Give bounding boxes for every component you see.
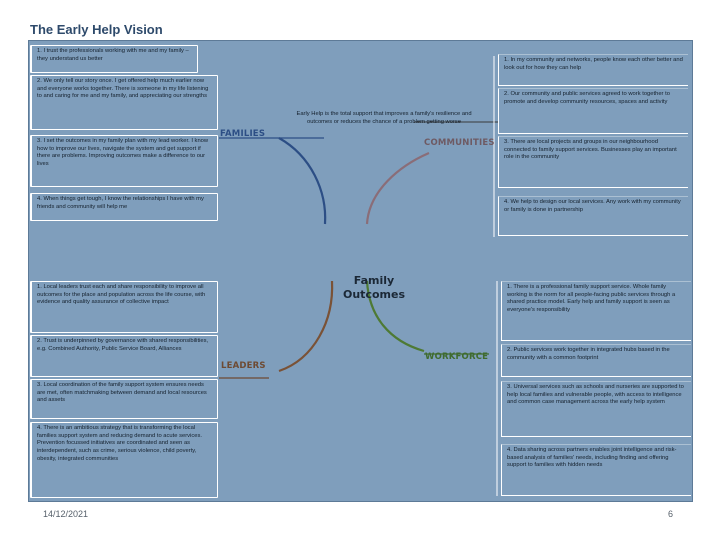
families-outcome-3: 3. I set the outcomes in my family plan with my lead worker. I know how to improve our lives, navigate the system and get support if there are problems. Improving outcomes make a difference to our lives — [30, 135, 218, 187]
communities-label: COMMUNITIES — [424, 138, 495, 148]
family-outcomes-line-2: Outcomes — [343, 288, 405, 302]
communities-curve — [367, 153, 429, 224]
leaders-label: LEADERS — [221, 361, 266, 371]
communities-outcome-1: 1. In my community and networks, people know each other better and look out for how they can help — [498, 54, 688, 86]
early-help-definition: Early Help is the total support that improves a family's resilience and outcomes or reduces the chance of a problem getting worse — [296, 111, 472, 125]
workforce-outcome-2: 2. Public services work together in integrated hubs based in the community with a common footprint — [501, 344, 691, 377]
leaders-outcome-2: 2. Trust is underpinned by governance with shared responsibilities, e.g. Combined Authority, Public Service Board, Alliances — [30, 335, 218, 377]
family-outcomes-line-1: Family — [353, 274, 395, 287]
workforce-outcome-1: 1. There is a professional family support service. Whole family working is the norm for all people-facing public services through a shared practice model. Early help and family support is seen as everyone's responsibility — [501, 281, 691, 341]
footer-date: 14/12/2021 — [43, 509, 89, 519]
families-label: FAMILIES — [220, 129, 266, 139]
communities-outcome-4: 4. We help to design our local services. Any work with my community or family is done in partnership — [498, 196, 688, 236]
leaders-curve — [279, 281, 332, 371]
vision-board — [28, 40, 693, 502]
page-number: 6 — [668, 509, 674, 519]
communities-outcome-3: 3. There are local projects and groups in our neighbourhood connected to family support services. Businesses play an important role in the community — [498, 136, 688, 188]
workforce-outcome-3: 3. Universal services such as schools and nurseries are supported to help local families and vulnerable people, with access to intelligence and common case management across the early help system — [501, 381, 691, 437]
families-curve — [279, 138, 325, 224]
families-outcome-1: 1. I trust the professionals working with me and my family – they understand us better — [30, 45, 198, 73]
leaders-outcome-3: 3. Local coordination of the family support system ensures needs are met, often matchmaking between demand and local resources and assets — [30, 379, 218, 419]
family-outcomes-title — [329, 274, 419, 303]
communities-outcome-2: 2. Our community and public services agreed to work together to promote and develop community resources, spaces and activity — [498, 88, 688, 134]
families-outcome-4: 4. When things get tough, I know the relationships I have with my friends and community will help me — [30, 193, 218, 221]
workforce-label: WORKFORCE — [425, 352, 489, 362]
leaders-outcome-1: 1. Local leaders trust each and share responsibility to improve all outcomes for the place and population across the life course, with evidence and quality assurance of collective impact — [30, 281, 218, 333]
slide-title: The Early Help Vision — [30, 22, 163, 37]
leaders-outcome-4: 4. There is an ambitious strategy that is transforming the local families support system and reducing demand to acute services. Prevention focussed initiatives are coordinated and seen as interdependent, such as crime, serious violence, child poverty, obesity, integrated communities — [30, 422, 218, 498]
families-outcome-2: 2. We only tell our story once. I get offered help much earlier now and everyone works together. There is someone in my life listening to and caring for me and my family, and appreciating our strengths — [30, 75, 218, 130]
workforce-outcome-4: 4. Data sharing across partners enables joint intelligence and risk-based analysis of families' needs, including finding and offering support to families with hidden needs — [501, 444, 691, 496]
